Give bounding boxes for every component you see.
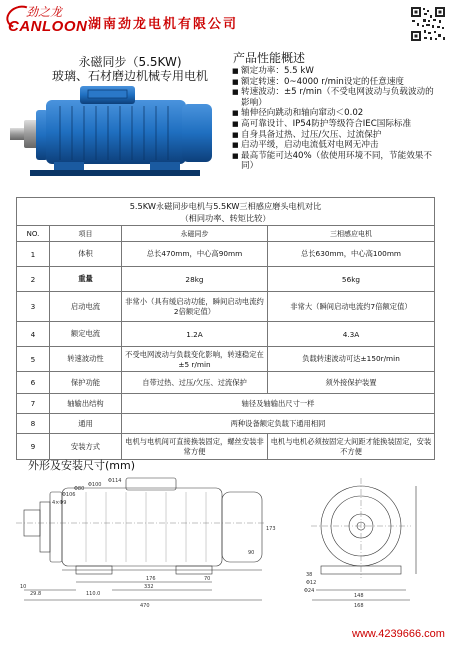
table-row [17,372,435,394]
company-name: 湖南劲龙电机有限公司 [88,17,239,32]
row-number: 2 [17,267,50,292]
dim-label: 110.0 [86,591,101,597]
row-number: 7 [17,394,50,414]
dim-label: 168 [354,603,364,609]
overview-list [232,66,442,172]
table-row [17,394,435,414]
dim-label: Φ100 [88,482,102,488]
table-row [17,434,435,460]
table-row [17,414,435,434]
dim-label: 148 [354,593,364,599]
table-title-line2: （相同功率、转矩比较） [180,212,271,223]
row-im-value: 非常大（瞬间启动电流约7倍额定值） [268,292,435,322]
table-header-row [17,226,435,242]
column-header: NO. [17,226,50,242]
row-number: 9 [17,434,50,460]
dim-label: Φ80 [74,486,85,492]
dim-label: Φ12 [306,580,317,586]
row-number: 4 [17,322,50,347]
row-number: 6 [17,372,50,394]
overview-item: ■ 高可靠设计、IP54防护等级符合IEC国际标准 [232,119,442,130]
dim-label: 29.8 [30,591,42,597]
row-item: 体积 [50,242,122,267]
side-view [16,478,266,600]
column-header: 永磁同步 [122,226,268,242]
dim-label: 90 [248,550,255,556]
row-number: 1 [17,242,50,267]
row-number: 5 [17,347,50,372]
row-pm-value: 1.2A [122,322,268,347]
product-title: 永磁同步（5.5KW) [78,55,182,69]
row-merged-value: 两种设备额定负载下通用相同 [122,414,435,434]
dim-label: 4×Φ9 [52,500,67,506]
overview-item: ■ 轴伸径向跳动和轴向窜动＜0.02 [232,108,442,119]
overview-item: ■ 启动平缓，启动电流低对电网无冲击 [232,140,442,151]
dim-label: 176 [146,576,156,582]
row-im-value: 须外接保护装置 [268,372,435,394]
row-item: 通用 [50,414,122,434]
overview-item: ■ 额定转速：0~4000 r/min设定的任意速度 [232,77,442,88]
row-im-value: 总长630mm，中心高100mm [268,242,435,267]
table-title-line1: 5.5KW永磁同步电机与5.5KW三相感应磨头电机对比 [129,200,322,211]
row-im-value: 负载转速波动可达±150r/min [268,347,435,372]
motor-image [10,86,215,176]
row-im-value: 4.3A [268,322,435,347]
overview-item: ■ 转速波动：±5 r/min（不受电网波动与负载波动的影响） [232,87,442,108]
table-row [17,242,435,267]
row-item: 轴输出结构 [50,394,122,414]
column-header: 项目 [50,226,122,242]
row-item: 额定电流 [50,322,122,347]
row-pm-value: 非常小（具有缓启动功能，瞬间启动电流约2倍额定值） [122,292,268,322]
row-im-value: 电机与电机必须按固定大间距才能换装固定，安装不方便 [268,434,435,460]
row-item: 安装方式 [50,434,122,460]
side-view-labels [20,478,276,609]
table-row [17,347,435,372]
dim-label: Φ24 [304,588,315,594]
dimension-drawing [16,470,436,625]
table-row [17,292,435,322]
row-number: 8 [17,414,50,434]
overview-item: ■ 额定功率：5.5 kW [232,66,442,77]
row-pm-value: 电机与电机间可直接换装固定，螺丝安装非常方便 [122,434,268,460]
dim-label: Φ114 [108,478,122,484]
dim-label: 332 [144,584,154,590]
overview-item: ■ 最高节能可达40%（依使用环境不同，节能效果不同） [232,151,442,172]
row-im-value: 56kg [268,267,435,292]
dim-label: 38 [306,572,313,578]
table-row [17,267,435,292]
overview-item: ■ 自身具备过热、过压/欠压、过流保护 [232,130,442,141]
website-link[interactable]: www.4239666.com [352,628,445,640]
dimensions-title: 外形及安装尺寸(mm) [28,459,136,472]
product-subtitle: 玻璃、石材磨边机械专用电机 [51,69,208,83]
table-row [17,322,435,347]
logo-chinese: 劲之龙 [26,5,63,19]
comparison-table [16,197,435,460]
dim-label: 173 [266,526,276,532]
row-pm-value: 不受电网波动与负载变化影响，转速稳定在±5 r/min [122,347,268,372]
end-view [311,478,416,600]
row-merged-value: 轴径及轴输出尺寸一样 [122,394,435,414]
column-header: 三相感应电机 [268,226,435,242]
qr-code-icon [410,6,446,42]
row-pm-value: 总长470mm，中心高90mm [122,242,268,267]
dim-label: 70 [204,576,211,582]
overview-title: 产品性能概述 [233,51,306,65]
row-item: 保护功能 [50,372,122,394]
dim-label: Φ106 [62,492,76,498]
company-logo [4,2,88,40]
row-pm-value: 28kg [122,267,268,292]
row-pm-value: 自带过热、过压/欠压、过流保护 [122,372,268,394]
row-item: 启动电流 [50,292,122,322]
dim-label: 10 [20,584,27,590]
dim-label: 470 [140,603,150,609]
end-view-labels [304,572,364,609]
row-item: 重量 [50,267,122,292]
row-number: 3 [17,292,50,322]
row-item: 转速波动性 [50,347,122,372]
logo-english: CANLOON [8,18,88,35]
table-title [17,198,435,226]
